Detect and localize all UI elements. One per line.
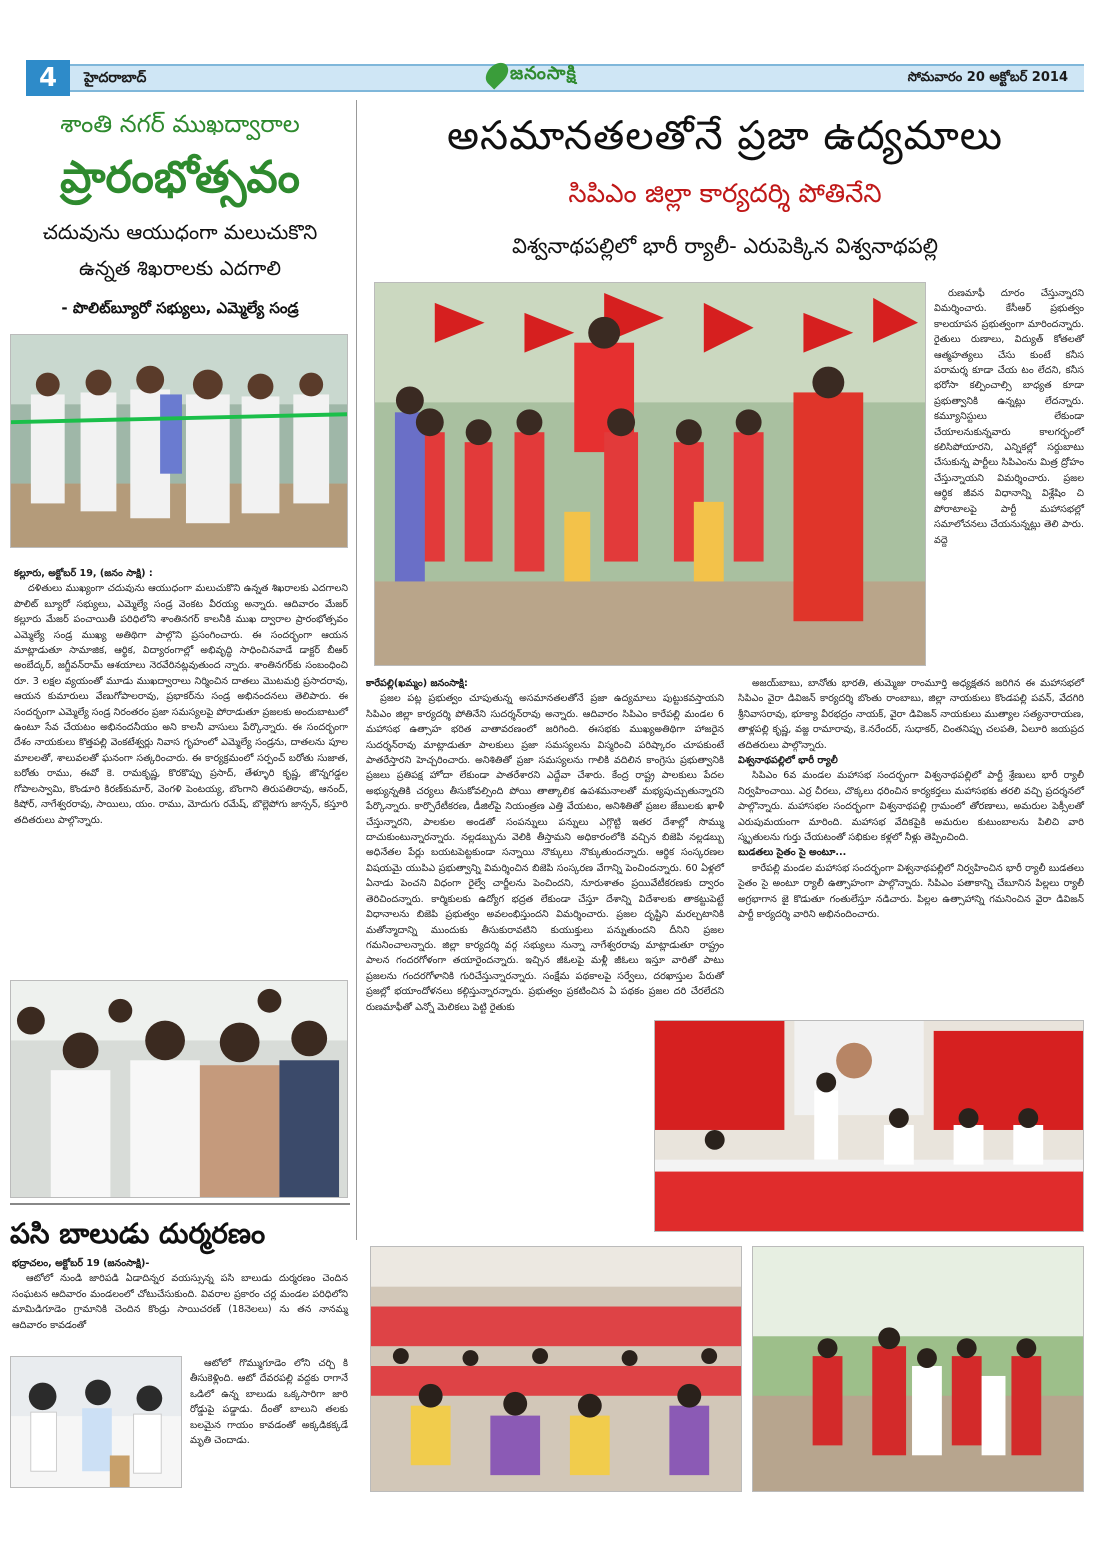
photo-felicitation bbox=[10, 980, 348, 1198]
photo-leaders bbox=[10, 1356, 182, 1488]
child-story-dateline: భద్రాచలం, అక్టోబర్ 19 (జనంసాక్షి)- bbox=[12, 1258, 150, 1269]
left-story-body bbox=[14, 566, 348, 966]
left-subhead-line1: చదువును ఆయుధంగా మలుచుకొని bbox=[42, 220, 318, 244]
left-story-dateline: కల్లూరు, అక్టోబర్ 19, (జనం సాక్షి) : bbox=[14, 568, 153, 579]
main-column-1-text: ప్రజల పట్ల ప్రభుత్వం చూపుతున్న అసమానతలతోనే ప్రజా ఉద్యమాలు పుట్టుకవస్తాయని సిపిఎం జిల్లా కార్యదర్శి పోతినేని సుదర్శన్‌రావు అన్నారు. ఆదివారం సిపిఎం కారేపల్లి మండల 6 మహాసభ ఉత్సాహ భరిత వాతావరణంలో జరిగింది. ఈసభకు ముఖ్యఅతిథిగా హాజరైన సుదర్శన్‌రావు మాట్లాడుతూ పాలకులు ప్రజా సమస్యలను విస్మరించి పరిష్కారం చూపకుంటే పాతరేస్తారని హెచ్చరించారు. అనిశితితో ప్రజా సమస్యలను గాలికి వదిలిన కాంగ్రెసు ప్రభుత్వానికి ప్రజలు ప్రతిపక్ష హోదా లేకుండా పాతరేశారని ఎద్దేవా చేశారు. కేంద్ర రాష్ట్ర పాలకులు పేదల అభ్యున్నతికి చర్యలు తీసుకోవల్సింది పోయి తాత్కాలిక ఉపశమనాలతో మభ్యపుచ్చుతున్నారని పేర్కొన్నారు. కార్పొరేటీకరణ, డీజిల్‌పై నియంత్రణ ఎత్తి వేయటం, అనిశితితో ప్రజల జేబులకు ఖాళీ చేస్తున్నారని, పాలకుల అండతో సంపన్నులు పన్నులు ఎగ్గొట్టి ఇతర దేశాల్లో సొమ్ము దాచుకుంటున్నారన్నారు. నల్లడబ్బును వెలికి తీస్తామని అధికారంలోకి వచ్చిన బిజెపి నల్లడబ్బు అధినేతల పేర్లు బయటపెట్టకుండా సన్నాయి నొక్కులు నొక్కుతుందన్నారు. ఆర్థిక సంస్కరణల విషయమై యుపిఎ ప్రభుత్వాన్ని విమర్శించిన బిజెపి సంస్కరణ వేగాన్ని పెంచిందన్నారు. 60 ఏళ్లలో ఏనాడు పెంచని విధంగా రైల్వే చార్జీలను పెంచిందని, నూరుశాతం ప్రయివేటీకరణకు ద్వారం తెరిచిందన్నారు. కార్మికులకు ఉద్యోగ భద్రత లేకుండా చేస్తూ దేశాన్ని విదేశాలకు తాకట్టుపెట్టే విధానాలను బిజెపి ప్రభుత్వం అవలంభిస్తుందని విమర్శించారు. ప్రజల దృష్టిని మరల్చటానికి మతోన్మాదాన్ని ముందుకు తీసుకురావటిని కుయుక్తులు పన్నుతుందని దీనిని ప్రజల గమనించాలన్నారు. జిల్లా కార్యదర్శి వర్గ సభ్యులు నున్నా నాగేశ్వరరావు మాట్లాడుతూ రాష్ట్రం పాలన గందరగోళంగా తయారైందన్నారు. ఇచ్చిన జీఓలపై మళ్లీ జీఓలు ఇస్తూ వారితో పాటు ప్రజలను గందరగోళానికి గురిచేస్తున్నారన్నారు. సంక్షేమ పథకాలపై సర్వేలు, దరఖాస్తుల పేరుతో ప్రజల్లో భయాందోళనలు కల్గిస్తున్నారన్నారు. ప్రభుత్వం ప్రకటించిన ఏ పథకం ప్రజల దరి చేరలేదని రుణమాఫీతో ఎన్నో మెలికలు పెట్టి రైతుకు bbox=[366, 693, 724, 1013]
main-subhead: సిపిఎం జిల్లా కార్యదర్శి పోతినేని bbox=[568, 179, 882, 209]
issue-date: సోమవారం 20 అక్టోబర్ 2014 bbox=[907, 70, 1068, 85]
left-subhead-line2: ఉన్నత శిఖరాలకు ఎదగాలి bbox=[78, 256, 281, 280]
child-story-text-side: ఆటోలో గొమ్ముగూడెం లోని చర్చి కి తీసుకెళ్లింది. ఆటో దేవరపల్లి వద్దకు రాగానే ఒడిలో ఉన్న బాలుడు ఒక్కసారిగా జారి రోడ్డుపై పడ్డాడు. దీంతో బాలుని తలకు బలమైన గాయం కావడంతో అక్కడికక్కడే మృతి చెందాడు. bbox=[190, 1358, 348, 1447]
main-column-2-sub2: బుడతలు సైతం సై అంటూ... bbox=[738, 847, 847, 859]
main-column-2-text-b: సిపిఎం 6వ మండల మహాసభ సందర్భంగా విశ్వనాథపల్లిలో పార్టీ శ్రేణులు భారీ ర్యాలీ నిర్వహించాయి. ఎర్ర చీరలు, చొక్కలు ధరించిన కార్యకర్తలు మహాసభకు తరలి వచ్చి ప్రదర్శనలో పాల్గొన్నారు. మహాసభల సందర్భంగా విశ్వనాథపల్లి గ్రామంలో తోరణాలు, అమరుల పెక్సీలతో ఎరుపుమయంగా మారింది. మహాసభ వేదికపైకి అమరుల కుటుంబాలను పిలిచి వారి స్మృతులను గుర్తు చేయటంతో సభికుల కళ్లలో నీళ్లు తెప్పించింది. bbox=[738, 770, 1084, 844]
left-story-text: దళితులు ముఖ్యంగా చదువును ఆయుధంగా మలుచుకొని ఉన్నత శిఖరాలకు ఎదగాలని పొలిట్ బ్యూరో సభ్యులు, ఎమ్మెల్యే సండ్ర వెంకట వీరయ్య అన్నారు. ఆదివారం మేజర్ కల్లూరు మేజర్ పంచాయితీ పరిధిలోని శాంతినగర్ కాలనీకి ముఖ ద్వారాల ప్రారంభోత్సవం ఎమ్మెల్యే సండ్ర ముఖ్య అతిథిగా పాల్గొని ప్రసంగించారు. ఈ సందర్భంగా ఆయన మాట్లాడుతూ సామాజిక, ఆర్థిక, విద్యారంగాల్లో అభివృద్ధి సాధించినవాడే డాక్టర్ బీఆర్ అంబేద్కర్, జగ్జీవన్‌రామ్ ఆశయాలు నెరవేరినట్లవుతుంద న్నారు. శాంతినగర్‌కు సంబంధించి రూ. 3 లక్షల వ్యయంతో మూడు ముఖద్వారాలు నిర్మించిన దాతలు మొటమర్రి ప్రసాదరావు, ఆయన కుమారులు వేణుగోపాలరావు, ప్రభాకర్‌ను సండ్ర అభినందనలు తెలిపారు. ఈ సందర్భంగా ఎమ్మెల్యే సండ్ర నిరంతరం ప్రజా సమస్యలపై పోరాడుతూ ప్రజలకు అందుబాటులో ఉంటూ సేవ చేయటం అభినందనీయం అని కాలనీ వాసులు పేర్కొన్నారు. ఈ సందర్భంగా దేశం నాయకులు కొత్తపల్లి వెంకటేశ్వర్లు నివాస గృహంలో ఎమ్మెల్యే సండ్రను, దాతలను పూల మాలలతో, శాలువలతో ఘనంగా సత్కరించారు. ఈ కార్యక్రమంలో సర్పంచ్ బరోతు సుజాత, బరోతు రాము, ఈవో కె. రామకృష్ణ, కొరకొప్పు ప్రసాద్, తేళ్ళూరి కృష్ణ, జొన్నగడ్డల గోపాలస్వామి, కొండూరి కిరణ్‌కుమార్, వెంగళి పెంటయ్య, బొంగాని తిరుపతిరావు, ఆనంద్, కిషోర్, నాగేశ్వరరావు, సాయిలు, యం. రాము, మోదుగు రమేష్, బొల్లెపోగు జాన్సన్, కస్తూరి తదితరులు పాల్గొన్నారు. bbox=[14, 583, 349, 826]
photo-ribbon-cutting bbox=[10, 334, 348, 548]
edition-city: హైదరాబాద్ bbox=[84, 70, 147, 86]
child-story-side bbox=[190, 1356, 348, 1488]
child-story-top bbox=[12, 1256, 348, 1352]
main-column-1-dateline: కారేపల్లి(ఖమ్మం) జనంసాక్షి: bbox=[366, 678, 468, 689]
left-subhead bbox=[10, 214, 350, 286]
left-byline: - పొలిట్‌బ్యూరో సభ్యులు, ఎమ్మెల్యే సండ్ర bbox=[61, 299, 299, 317]
photo-road-rally bbox=[752, 1246, 1084, 1492]
photo-stage-meeting bbox=[654, 1020, 1084, 1232]
main-side-column bbox=[934, 286, 1084, 662]
main-column-2-sub1: విశ్వనాథపల్లిలో భారీ ర్యాలీ bbox=[738, 755, 838, 767]
main-headline: అసమానతలతోనే ప్రజా ఉద్యమాలు bbox=[447, 113, 1003, 159]
left-headline: ప్రారంభోత్సవం bbox=[60, 152, 300, 203]
masthead-logo bbox=[488, 56, 608, 92]
main-subhead-2: విశ్వనాథపల్లిలో భారీ ర్యాలీ- ఎరుపెక్కిన విశ్వనాథపల్లి bbox=[511, 234, 939, 258]
main-column-2-text: అజయ్‌బాబు, బానోతు భారతి, తుమ్మెజు రాంమూర్తి అధ్యక్షతన జరిగిన ఈ మహాసభలో సిపిఎం వైరా డివిజన్ కార్యదర్శి బొంతు రాంబాబు, జిల్లా నాయకులు కొండపల్లి పవన్, వేదగిరి శ్రీనివాసరావు, భూక్యా వీరభద్రం నాయక్, వైరా డివిజన్ నాయకులు ముత్యాల సత్యనారాయణ, తాళ్లపల్లి కృష్ణ, వజ్జ రామారావు, కె.నరేందర్, సుధాకర్, చింతనిప్పు చలపతి, ఏలూరి జయప్రద తదితరులు పాల్గొన్నారు. bbox=[738, 678, 1084, 751]
left-section-rule bbox=[10, 1203, 350, 1205]
photo-crowd bbox=[370, 1246, 742, 1492]
brand-name: జనంసాక్షి bbox=[510, 63, 577, 84]
child-story-text-top: ఆటోలో నుండి జారిపడి ఏడాదిన్నర వయస్సున్న పసి బాలుడు దుర్మరణం చెందిన సంఘటన ఆదివారం మండలంలో చోటుచేసుకుంది. వివరాల ప్రకారం చర్ల మండల పరిధిలోని మామిడిగూడెం గ్రామానికి చెందిన కొండ్రు సాయిచరణ్ (18నెలలు) ను తన నానమ్మ ఆదివారం కావడంతో bbox=[12, 1273, 348, 1331]
main-column-2-text-c: కారేపల్లి మండల మహాసభ సందర్భంగా విశ్వనాథపల్లిలో నిర్వహించిన భారీ ర్యాలీ బుడతలు సైతం సై అంటూ ర్యాలీ ఉత్సాహంగా పాల్గొన్నారు. సిపిఎం పతాకాన్ని చేబూనిన పిల్లలు ర్యాలీ అగ్రభాగాన జై కొడుతూ గంతులేస్తూ నడిచారు. పిల్లల ఉత్సాహాన్ని గమనించిన వైరా డివిజన్ పార్టీ కార్యదర్శి వారిని అభినందించారు. bbox=[738, 862, 1084, 921]
photo-children-rally bbox=[374, 282, 926, 666]
left-kicker: శాంతి నగర్ ముఖద్వారాల bbox=[60, 110, 300, 138]
main-column-2 bbox=[738, 676, 1084, 1016]
child-story-headline: పసి బాలుడు దుర్మరణం bbox=[10, 1217, 266, 1250]
column-divider bbox=[356, 100, 357, 1240]
page-number: 4 bbox=[26, 60, 70, 96]
main-side-text: రుణమాఫీ దూరం చేస్తున్నారని విమర్శించారు. కేసీఆర్ ప్రభుత్వం కాలయాపన ప్రభుత్వంగా మారిందన్నారు. రైతులు రుణాలు, విద్యుత్ కోతలతో ఆత్మహత్యలు చేసు కుంటే కనీస పరామర్శ కూడా చేయ టం లేదని, కనీస భరోసా కల్పించాల్సి బాధ్యత కూడా ప్రభుత్వానికి ఉన్నట్లు లేదన్నారు. కమ్యూనిస్టులు లేకుండా చేయాలనుకున్నవారు కాలగర్భంలో కలిసిపోయారని, ఎన్నికల్లో సర్దుబాటు చేసుకున్న పార్టీలు సిపిఎంను మిత్ర ద్రోహం చేస్తున్నాయని విమర్శించారు. ప్రజల ఆర్థిక జీవన విధానాన్ని విశ్లేషిం చి పోరాటాలపై పార్టీ మహాసభల్లో సమాలోచనలు చేయనున్నట్లు తెలి పారు. వద్దె bbox=[934, 288, 1084, 546]
